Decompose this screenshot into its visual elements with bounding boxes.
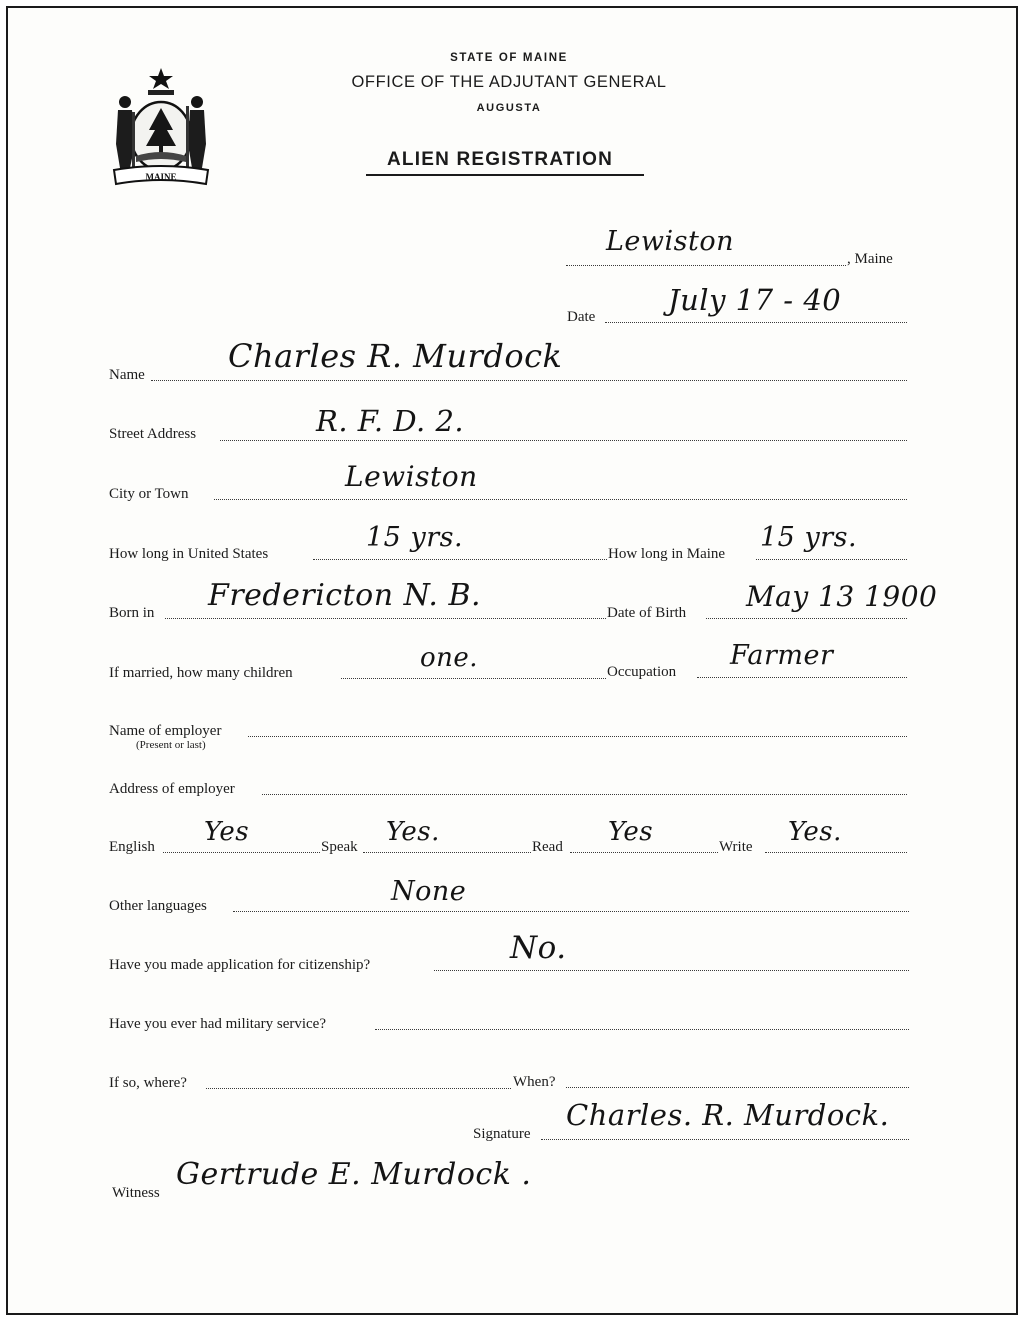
other-languages-line	[233, 911, 909, 912]
street-address-label: Street Address	[109, 426, 197, 442]
if-so-where-label: If so, where?	[109, 1075, 187, 1091]
form-title: ALIEN REGISTRATION	[386, 149, 614, 170]
street-address-line	[220, 440, 907, 441]
date-of-birth-label: Date of Birth	[607, 605, 687, 621]
witness-value: Gertrude E. Murdock .	[176, 1157, 532, 1192]
military-label: Have you ever had military service?	[109, 1016, 326, 1032]
employer-name-line	[248, 736, 907, 737]
write-value: Yes.	[788, 817, 842, 847]
born-in-label: Born in	[109, 605, 155, 621]
how-long-us-value: 15 yrs.	[366, 522, 464, 553]
city-or-town-line	[214, 499, 907, 500]
how-long-maine-line	[756, 559, 907, 560]
employer-address-line	[262, 794, 907, 795]
children-value: one.	[420, 643, 479, 673]
place-line	[566, 265, 846, 266]
english-label: English	[109, 839, 155, 855]
when-line	[566, 1087, 909, 1088]
read-line	[570, 852, 718, 853]
occupation-line	[697, 677, 907, 678]
header-office: OFFICE OF THE ADJUTANT GENERAL	[351, 73, 667, 91]
how-long-us-line	[313, 559, 607, 560]
employer-name-note: (Present or last)	[136, 739, 206, 751]
occupation-label: Occupation	[607, 664, 677, 680]
citizenship-label: Have you made application for citizenship?	[109, 957, 371, 973]
if-so-where-line	[206, 1088, 511, 1089]
when-label: When?	[513, 1074, 556, 1090]
city-or-town-value: Lewiston	[345, 460, 478, 493]
speak-value: Yes.	[386, 817, 440, 847]
other-languages-label: Other languages	[109, 898, 207, 914]
born-in-line	[165, 618, 606, 619]
other-languages-value: None	[391, 876, 467, 907]
date-value: July 17 - 40	[668, 283, 842, 317]
name-value: Charles R. Murdock	[228, 337, 563, 375]
how-long-maine-value: 15 yrs.	[760, 522, 858, 553]
signature-label: Signature	[473, 1126, 531, 1142]
date-of-birth-value: May 13 1900	[746, 580, 938, 613]
date-of-birth-line	[706, 618, 907, 619]
date-label: Date	[567, 309, 596, 325]
signature-line	[541, 1139, 909, 1140]
married-children-line	[341, 678, 606, 679]
write-line	[765, 852, 907, 853]
married-children-label: If married, how many children	[109, 665, 293, 681]
read-value: Yes	[608, 817, 654, 847]
military-line	[375, 1029, 909, 1030]
citizenship-value: No.	[510, 930, 567, 966]
title-underline	[366, 174, 644, 176]
how-long-us-label: How long in United States	[109, 546, 269, 562]
speak-line	[363, 852, 531, 853]
occupation-value: Farmer	[730, 640, 834, 671]
place-value: Lewiston	[606, 226, 735, 257]
city-or-town-label: City or Town	[109, 486, 189, 502]
name-label: Name	[109, 367, 145, 383]
speak-label: Speak	[321, 839, 358, 855]
employer-name-label: Name of employer	[109, 723, 222, 739]
witness-label: Witness	[112, 1185, 160, 1201]
header-city: AUGUSTA	[476, 102, 542, 114]
signature-value: Charles. R. Murdock.	[566, 1098, 890, 1132]
citizenship-line	[434, 970, 909, 971]
header-state: STATE OF MAINE	[450, 52, 568, 64]
read-label: Read	[532, 839, 563, 855]
employer-address-label: Address of employer	[109, 781, 235, 797]
name-line	[151, 380, 907, 381]
born-in-value: Fredericton N. B.	[208, 578, 482, 613]
how-long-maine-label: How long in Maine	[608, 546, 726, 562]
maine-label: , Maine	[847, 251, 893, 267]
seal-banner-text: MAINE	[145, 172, 177, 182]
english-line	[163, 852, 320, 853]
street-address-value: R. F. D. 2.	[316, 404, 465, 438]
date-line	[605, 322, 907, 323]
write-label: Write	[719, 839, 753, 855]
english-value: Yes	[204, 817, 250, 847]
